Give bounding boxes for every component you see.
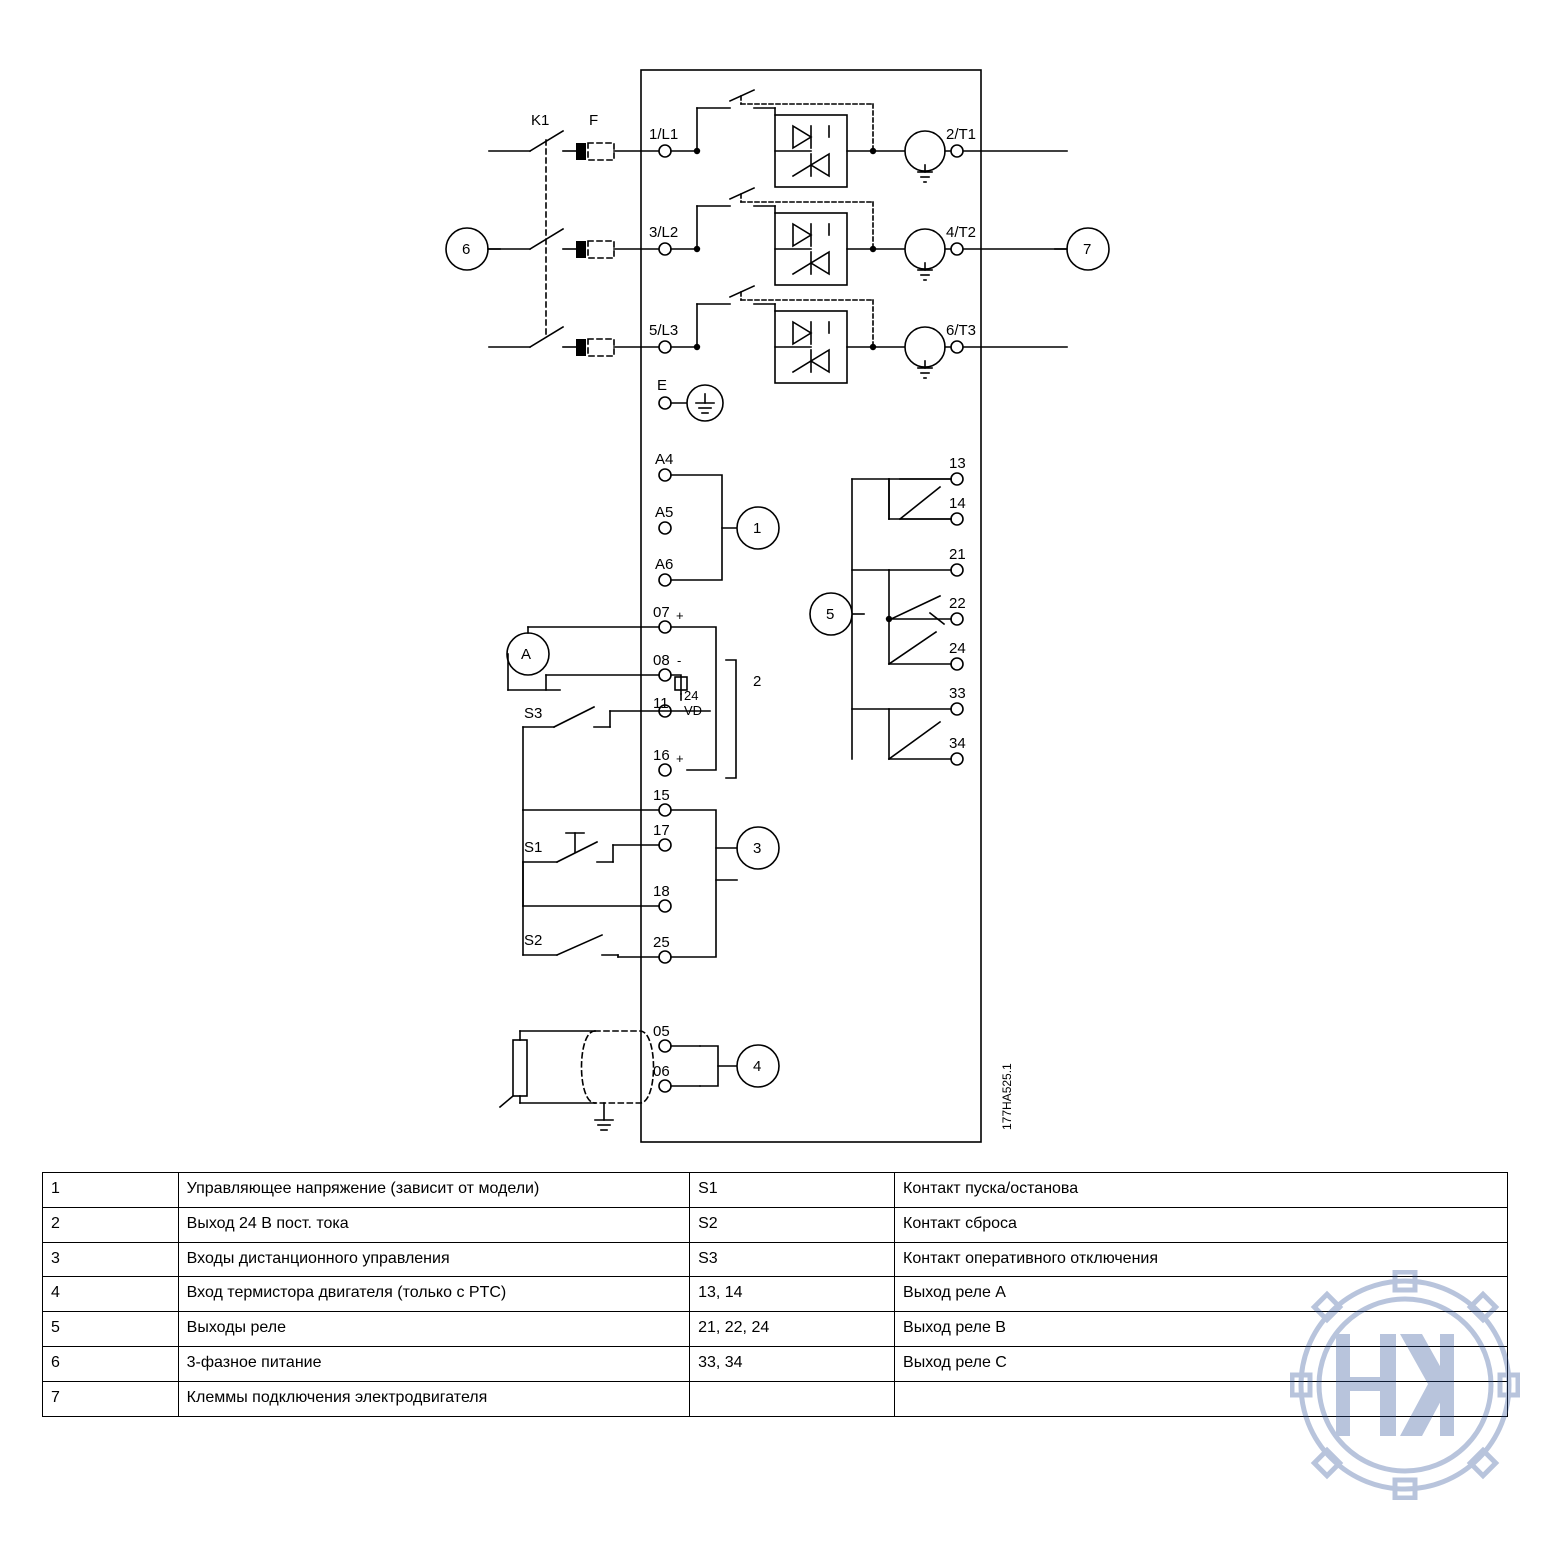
callout-2: 2 [753, 673, 762, 690]
callout-4: 4 [753, 1058, 762, 1075]
legend-desc2: Контакт пуска/останова [895, 1173, 1508, 1208]
table-row [43, 1173, 1508, 1208]
legend-body [43, 1173, 1508, 1417]
label-05: 05 [653, 1023, 670, 1040]
legend-desc: Управляющее напряжение (зависит от модели) [178, 1173, 689, 1208]
legend-desc: Клеммы подключения электродвигателя [178, 1381, 689, 1416]
callout-1: 1 [753, 520, 762, 537]
legend-desc2: Выход реле A [895, 1277, 1508, 1312]
label-1l1: 1/L1 [649, 126, 679, 143]
label-s3: S3 [524, 705, 543, 722]
label-07-plus: + [676, 608, 684, 623]
label-22: 22 [949, 595, 966, 612]
legend-desc: Входы дистанционного управления [178, 1242, 689, 1277]
legend-num: 7 [43, 1381, 179, 1416]
label-5l3: 5/L3 [649, 322, 679, 339]
label-16-plus: + [676, 751, 684, 766]
label-earth-e: E [657, 377, 668, 394]
legend-desc2: Выход реле B [895, 1312, 1508, 1347]
label-4t2: 4/T2 [946, 224, 977, 241]
legend-code: S1 [690, 1173, 895, 1208]
label-s1: S1 [524, 839, 543, 856]
legend-table [42, 1172, 1508, 1417]
table-row [43, 1277, 1508, 1312]
label-21: 21 [949, 546, 966, 563]
callout-3: 3 [753, 840, 762, 857]
label-6t3: 6/T3 [946, 322, 977, 339]
table-row [43, 1381, 1508, 1416]
label-11: 11 [653, 695, 669, 712]
label-07: 07 [653, 604, 670, 621]
drawing-code: 177HA525.1 [1000, 1063, 1014, 1130]
label-f: F [589, 112, 599, 129]
label-3l2: 3/L2 [649, 224, 679, 241]
label-08: 08 [653, 652, 670, 669]
label-33: 33 [949, 685, 966, 702]
label-18: 18 [653, 883, 670, 900]
table-row [43, 1207, 1508, 1242]
table-row [43, 1312, 1508, 1347]
label-17: 17 [653, 822, 670, 839]
callout-5: 5 [826, 606, 835, 623]
legend-num: 2 [43, 1207, 179, 1242]
legend-code: S2 [690, 1207, 895, 1242]
legend-desc: Выход 24 В пост. тока [178, 1207, 689, 1242]
label-25: 25 [653, 934, 670, 951]
label-16: 16 [653, 747, 670, 764]
label-a4: A4 [655, 451, 674, 468]
callout-a: A [521, 646, 532, 663]
label-s2: S2 [524, 932, 543, 949]
label-24: 24 [949, 640, 966, 657]
label-08-minus: - [677, 653, 682, 668]
legend-code: S3 [690, 1242, 895, 1277]
legend-desc2: Выход реле C [895, 1346, 1508, 1381]
legend-num: 6 [43, 1346, 179, 1381]
label-15: 15 [653, 787, 670, 804]
legend-desc: 3-фазное питание [178, 1346, 689, 1381]
legend-desc2: Контакт сброса [895, 1207, 1508, 1242]
label-34: 34 [949, 735, 966, 752]
legend-num: 1 [43, 1173, 179, 1208]
label-14: 14 [949, 495, 966, 512]
callout-6: 6 [462, 241, 471, 258]
legend-code: 21, 22, 24 [690, 1312, 895, 1347]
legend-desc: Выходы реле [178, 1312, 689, 1347]
label-24vd-line1: 24 [684, 688, 699, 703]
legend-desc: Вход термистора двигателя (только с PTC) [178, 1277, 689, 1312]
legend-code [690, 1381, 895, 1416]
label-06: 06 [653, 1063, 670, 1080]
label-a6: A6 [655, 556, 674, 573]
legend-num: 4 [43, 1277, 179, 1312]
table-row [43, 1346, 1508, 1381]
label-k1: K1 [531, 112, 550, 129]
legend-num: 5 [43, 1312, 179, 1347]
callout-7: 7 [1083, 241, 1092, 258]
table-row [43, 1242, 1508, 1277]
label-24vd-line2: VD [684, 703, 703, 718]
legend-code: 13, 14 [690, 1277, 895, 1312]
label-13: 13 [949, 455, 966, 472]
label-a5: A5 [655, 504, 674, 521]
legend-desc2 [895, 1381, 1508, 1416]
legend-desc2: Контакт оперативного отключения [895, 1242, 1508, 1277]
legend-num: 3 [43, 1242, 179, 1277]
label-2t1: 2/T1 [946, 126, 977, 143]
legend-code: 33, 34 [690, 1346, 895, 1381]
